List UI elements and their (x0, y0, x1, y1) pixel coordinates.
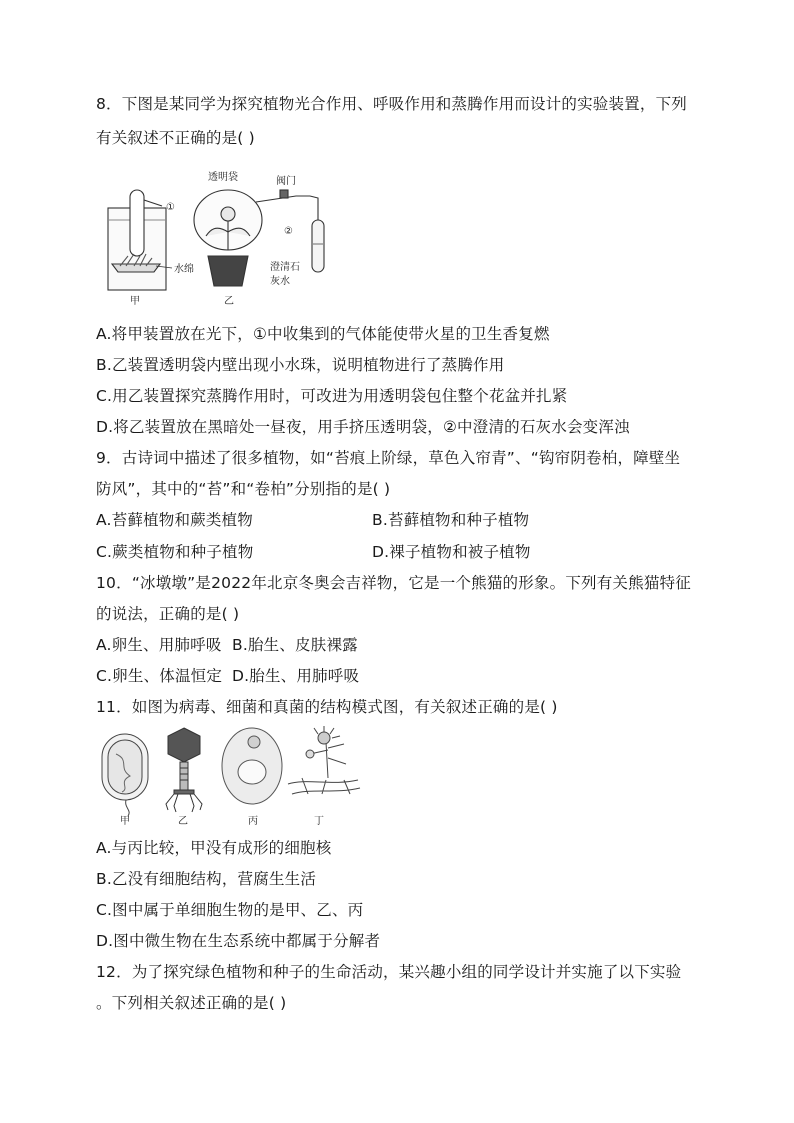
label-jia-2: 甲 (120, 816, 130, 827)
q8-option-a: A.将甲装置放在光下，①中收集到的气体能使带火星的卫生香复燃 (96, 325, 550, 343)
q9-option-d: D.裸子植物和被子植物 (372, 543, 531, 561)
label-bing: 丙 (248, 816, 258, 827)
q9-option-a: A.苔藓植物和蕨类植物 (96, 511, 253, 529)
apparatus-jia (108, 190, 166, 290)
q8-stem-line-2: 有关叙述不正确的是( ) (96, 129, 255, 147)
q10-stem-line-2: 的说法，正确的是( ) (96, 605, 240, 623)
q10-option-a: A.卵生、用肺呼吸 (96, 636, 222, 654)
q10-option-d: D.胎生、用肺呼吸 (232, 667, 360, 685)
q8-stem-line-1: 8．下图是某同学为探究植物光合作用、呼吸作用和蒸腾作用而设计的实验装置，下列 (96, 95, 687, 113)
virus-yi (166, 728, 202, 812)
bacterium-jia (102, 734, 148, 816)
q10-option-b: B.胎生、皮肤裸露 (232, 636, 358, 654)
q8-option-c: C.用乙装置探究蒸腾作用时，可改进为用透明袋包住整个花盆并扎紧 (96, 387, 568, 405)
yeast-bing (222, 728, 282, 804)
q9-stem-line-1: 9．古诗词中描述了很多植物，如“苔痕上阶绿，草色入帘青”、“钩帘阴卷柏，障壁坐 (96, 449, 681, 467)
label-limewater-1: 澄清石 (270, 262, 300, 273)
q11-microbes-svg (96, 724, 366, 828)
q12-stem-line-1: 12．为了探究绿色植物和种子的生命活动，某兴趣小组的同学设计并实施了以下实验 (96, 963, 682, 981)
q11-microbe-figure (96, 724, 366, 828)
q11-stem-line-1: 11．如图为病毒、细菌和真菌的结构模式图，有关叙述正确的是( ) (96, 698, 558, 716)
label-circle-2: ② (284, 226, 293, 237)
q10-stem-line-1: 10．“冰墩墩”是2022年北京冬奥会吉祥物，它是一个熊猫的形象。下列有关熊猫特征 (96, 574, 691, 592)
q8-option-d: D.将乙装置放在黑暗处一昼夜，用手挤压透明袋，②中澄清的石灰水会变浑浊 (96, 418, 630, 436)
q11-option-c: C.图中属于单细胞生物的是甲、乙、丙 (96, 901, 364, 919)
label-valve: 阀门 (276, 176, 296, 187)
label-bag: 透明袋 (208, 172, 238, 183)
label-jia: 甲 (130, 296, 140, 307)
label-sponge: 水绵 (174, 264, 194, 275)
q9-option-c: C.蕨类植物和种子植物 (96, 543, 254, 561)
q11-option-b: B.乙没有细胞结构，营腐生生活 (96, 870, 317, 888)
label-yi: 乙 (224, 296, 234, 307)
q11-option-d: D.图中微生物在生态系统中都属于分解者 (96, 932, 381, 950)
label-yi-2: 乙 (178, 816, 188, 827)
q12-stem-line-2: 。下列相关叙述正确的是( ) (96, 994, 287, 1012)
q10-option-c: C.卵生、体温恒定 (96, 667, 223, 685)
apparatus-yi (194, 190, 324, 286)
q9-option-b: B.苔藓植物和种子植物 (372, 511, 530, 529)
label-circle-1: ① (166, 202, 175, 213)
q9-stem-line-2: 防风”，其中的“苔”和“卷柏”分别指的是( ) (96, 480, 391, 498)
mold-ding (288, 726, 360, 794)
q11-option-a: A.与丙比较，甲没有成形的细胞核 (96, 839, 332, 857)
q8-experiment-figure (96, 168, 356, 310)
label-ding: 丁 (314, 816, 324, 827)
q8-apparatus-svg (96, 168, 356, 310)
q8-option-b: B.乙装置透明袋内壁出现小水珠，说明植物进行了蒸腾作用 (96, 356, 505, 374)
label-limewater-2: 灰水 (270, 276, 290, 287)
